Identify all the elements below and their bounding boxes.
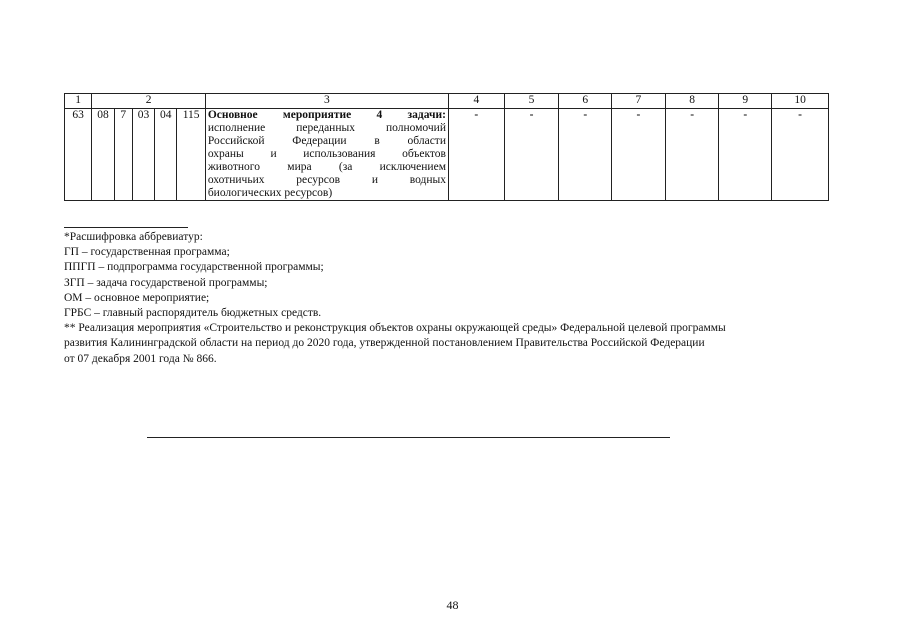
event-line: Российской Федерации в области <box>207 135 446 147</box>
table-header-row <box>65 94 829 109</box>
header-cell-1: 1 <box>65 94 92 109</box>
value-cell: - <box>719 109 772 201</box>
header-cell-8: 8 <box>665 94 719 109</box>
value-cell: - <box>612 109 666 201</box>
footnote-line: ГРБС – главный распорядитель бюджетных средств. <box>64 307 322 320</box>
header-cell-2: 2 <box>92 94 205 109</box>
value-cell: - <box>504 109 559 201</box>
header-cell-4: 4 <box>448 94 504 109</box>
code-cell: 63 <box>65 109 92 201</box>
event-description-cell <box>205 109 448 201</box>
header-cell-5: 5 <box>504 94 559 109</box>
header-cell-9: 9 <box>719 94 772 109</box>
header-cell-6: 6 <box>559 94 612 109</box>
event-line: охотничьих ресурсов и водных <box>207 174 446 186</box>
budget-table <box>64 93 829 201</box>
event-line: охраны и использования объектов <box>207 148 446 160</box>
footnote-note-line: развития Калининградской области на период до 2020 года, утвержденной постановлением Правительства Российской Федерации <box>64 337 705 350</box>
code-cell: 115 <box>177 109 205 201</box>
header-cell-7: 7 <box>612 94 666 109</box>
footnote-note-line: от 07 декабря 2001 года № 866. <box>64 352 217 365</box>
footnotes <box>64 230 824 367</box>
value-cell: - <box>772 109 829 201</box>
code-cell: 03 <box>132 109 154 201</box>
footnote-note-line: ** Реализация мероприятия «Строительство и реконструкция объектов охраны окружающей среды» Федеральной целевой программы <box>64 322 726 335</box>
code-cell: 04 <box>155 109 177 201</box>
page-number: 48 <box>446 598 459 612</box>
end-separator-line <box>147 437 670 438</box>
code-cell: 08 <box>92 109 114 201</box>
footnote-line: ГП – государственная программа; <box>64 246 230 259</box>
event-line: животного мира (за исключением <box>207 161 446 173</box>
header-cell-10: 10 <box>772 94 829 109</box>
event-line: биологических ресурсов) <box>207 187 333 199</box>
header-cell-3: 3 <box>205 94 448 109</box>
footnote-separator <box>64 227 188 228</box>
event-line: исполнение переданных полномочий <box>207 122 446 134</box>
value-cell: - <box>665 109 719 201</box>
footnote-line: ЗГП – задача государственой программы; <box>64 276 268 289</box>
table-row <box>65 109 829 201</box>
value-cell: - <box>448 109 504 201</box>
footnote-heading: *Расшифровка аббревиатур: <box>64 231 203 243</box>
value-cell: - <box>559 109 612 201</box>
footnote-line: ППГП – подпрограмма государственной программы; <box>64 261 324 274</box>
footnote-line: ОМ – основное мероприятие; <box>64 291 210 304</box>
code-cell: 7 <box>114 109 132 201</box>
event-title: Основное мероприятие 4 задачи: <box>207 109 446 121</box>
